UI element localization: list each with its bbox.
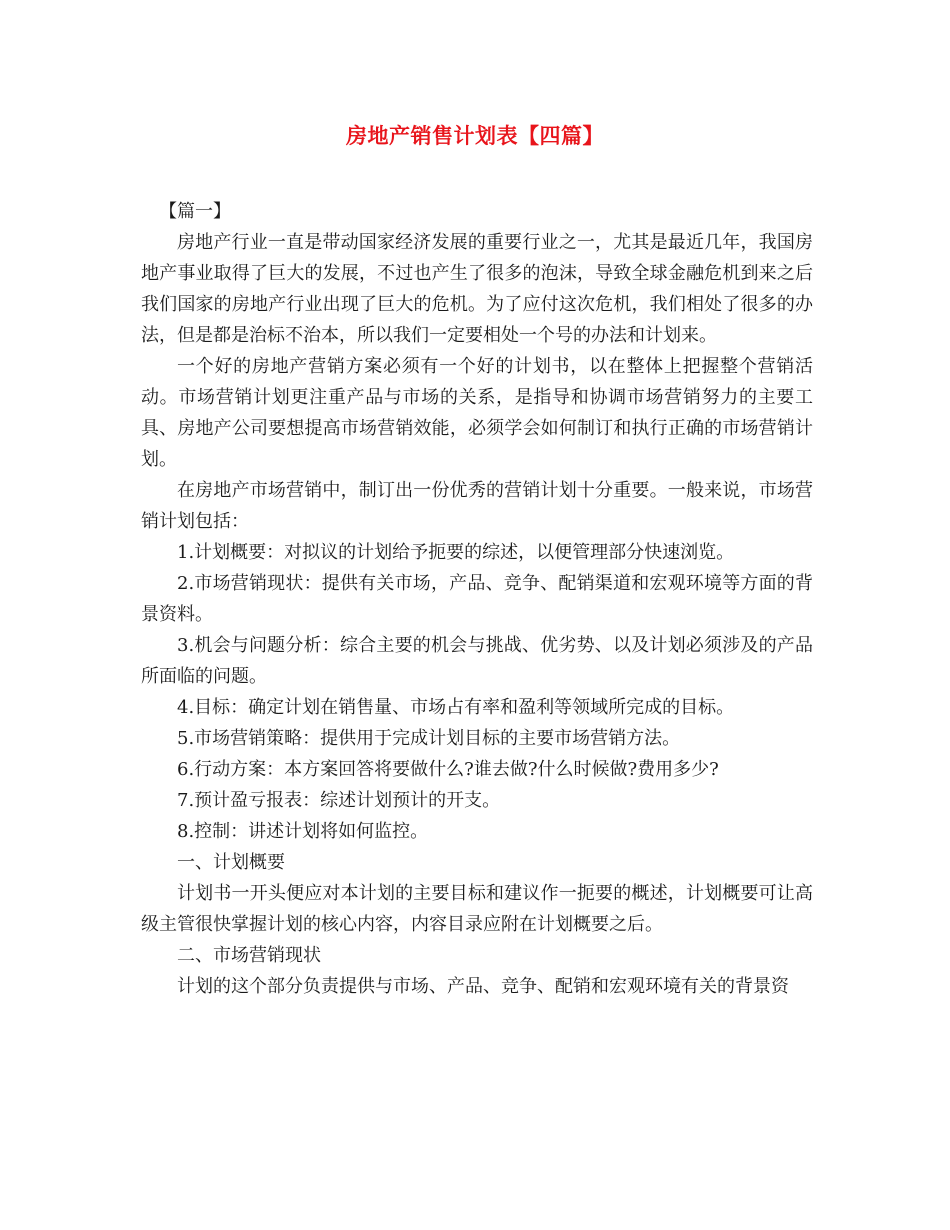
paragraph: 一个好的房地产营销方案必须有一个好的计划书，以在整体上把握整个营销活动。市场营销计划更注重产品与市场的关系，是指导和协调市场营销努力的主要工具、房地产公司要想提高市场营销效能，必须学会如何制订和执行正确的市场营销计划。 [141, 356, 813, 470]
list-item: 2.市场营销现状：提供有关市场，产品、竞争、配销渠道和宏观环境等方面的背景资料。 [141, 573, 813, 625]
paragraph: 房地产行业一直是带动国家经济发展的重要行业之一，尤其是最近几年，我国房地产事业取得了巨大的发展，不过也产生了很多的泡沫，导致全球金融危机到来之后我们国家的房地产行业出现了巨大的危机。为了应付这次危机，我们相处了很多的办法，但是都是治标不治本，所以我们一定要相处一个号的办法和计划来。 [141, 232, 813, 346]
list-item: 3.机会与问题分析：综合主要的机会与挑战、优劣势、以及计划必须涉及的产品所面临的问题。 [141, 635, 813, 687]
list-item: 8.控制：讲述计划将如何监控。 [177, 821, 429, 842]
section-heading: 【篇一】 [159, 201, 231, 222]
subsection-heading: 一、计划概要 [177, 852, 285, 873]
document-body [141, 196, 813, 1002]
subsection-heading: 二、市场营销现状 [177, 945, 321, 966]
document-title: 房地产销售计划表【四篇】 [346, 123, 604, 148]
list-item: 7.预计盈亏报表：综述计划预计的开支。 [177, 790, 501, 811]
paragraph: 计划的这个部分负责提供与市场、产品、竞争、配销和宏观环境有关的背景资 [177, 976, 789, 997]
list-item: 1.计划概要：对拟议的计划给予扼要的综述，以便管理部分快速浏览。 [177, 542, 735, 563]
list-item: 4.目标：确定计划在销售量、市场占有率和盈利等领域所完成的目标。 [177, 697, 735, 718]
paragraph: 计划书一开头便应对本计划的主要目标和建议作一扼要的概述，计划概要可让高级主管很快掌握计划的核心内容，内容目录应附在计划概要之后。 [141, 883, 813, 935]
list-item: 6.行动方案：本方案回答将要做什么?谁去做?什么时候做?费用多少? [177, 759, 719, 780]
list-item: 5.市场营销策略：提供用于完成计划目标的主要市场营销方法。 [177, 728, 681, 749]
paragraph: 在房地产市场营销中，制订出一份优秀的营销计划十分重要。一般来说，市场营销计划包括： [141, 480, 813, 532]
